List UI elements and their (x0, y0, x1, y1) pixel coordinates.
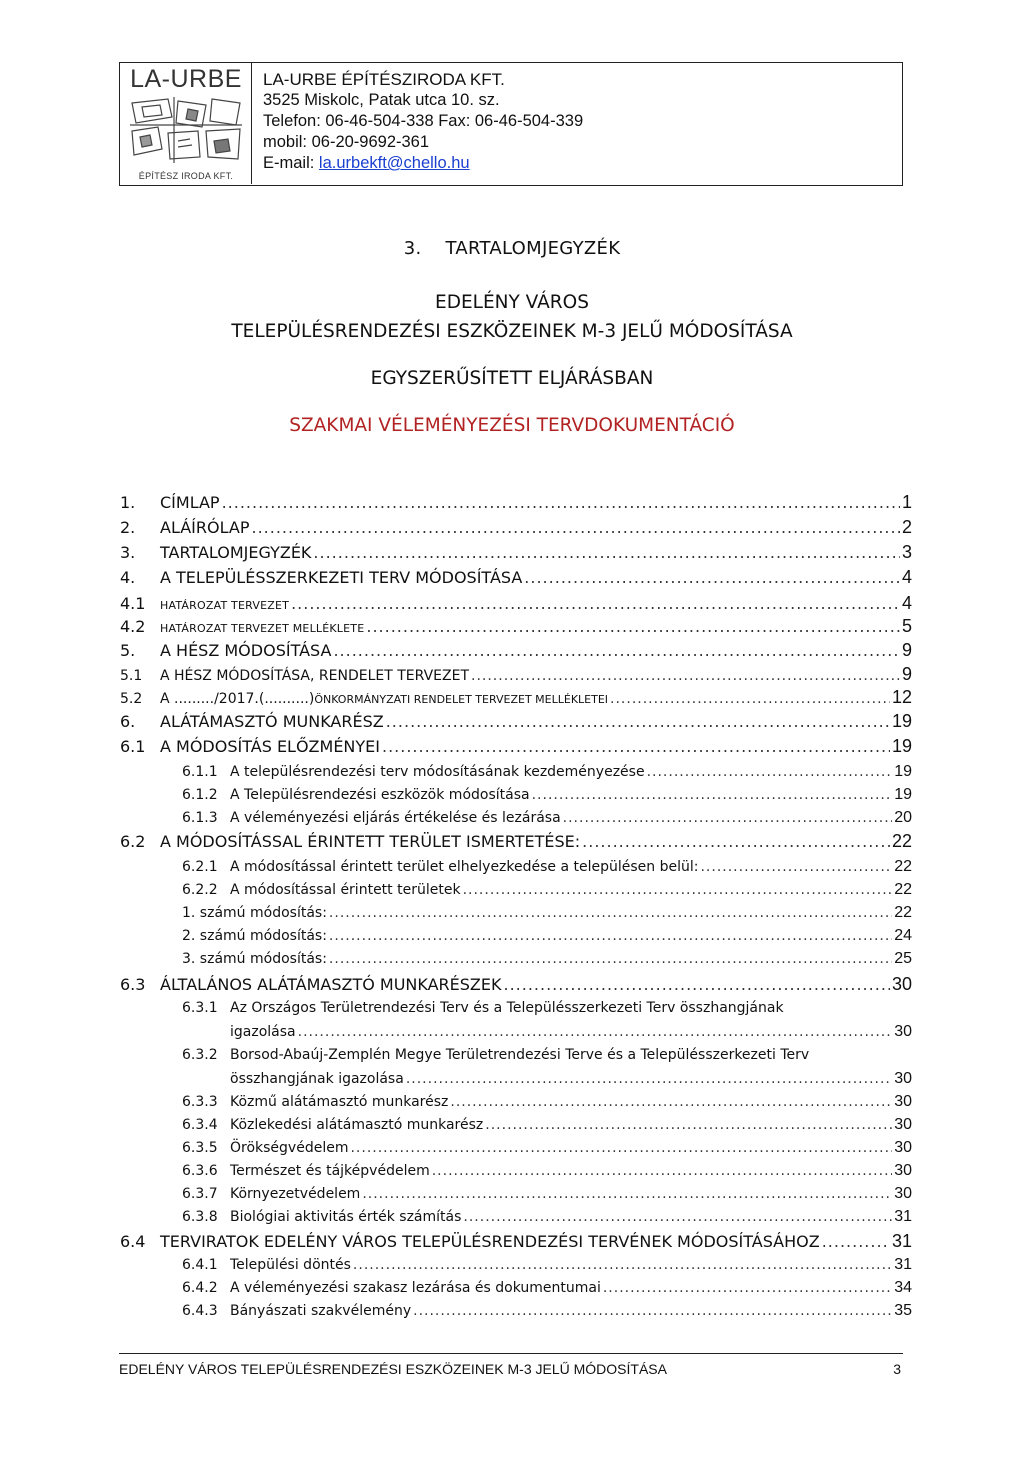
toc-page: 30 (894, 1023, 912, 1040)
main-title: TELEPÜLÉSRENDEZÉSI ESZKÖZEINEK M-3 JELŰ MÓDOSÍTÁSA (231, 321, 793, 342)
toc-leader (413, 1303, 892, 1319)
toc-entry[interactable] (120, 664, 912, 685)
toc-text: ÁLTALÁNOS ALÁTÁMASZTÓ MUNKARÉSZEK (160, 975, 502, 994)
toc-text: HATÁROZAT TERVEZET (160, 599, 290, 612)
toc-leader (298, 1024, 893, 1040)
toc-page: 31 (894, 1256, 912, 1273)
toc-number: 6.1 (120, 737, 146, 756)
company-address: 3525 Miskolc, Patak utca 10. sz. (263, 91, 500, 109)
toc-number: 6.1.3 (182, 810, 218, 826)
footer-page-number: 3 (893, 1361, 901, 1377)
toc-number: 6.3.6 (182, 1163, 218, 1179)
toc-number: 5.2 (120, 691, 143, 707)
toc-page: 9 (901, 664, 912, 684)
toc-leader (471, 668, 900, 684)
toc-leader (333, 641, 900, 660)
toc-leader (362, 1186, 892, 1202)
toc-text: TARTALOMJEGYZÉK (160, 543, 312, 562)
toc-number: 6.3.7 (182, 1186, 218, 1202)
toc-text: A ........./2017.(..........) (160, 691, 315, 707)
toc-number: 4. (120, 568, 136, 587)
toc-text: 3. számú módosítás: (182, 951, 327, 967)
document-type-title: SZAKMAI VÉLEMÉNYEZÉSI TERVDOKUMENTÁCIÓ (289, 415, 735, 436)
procedure-title: EGYSZERŰSÍTETT ELJÁRÁSBAN (370, 368, 654, 389)
toc-entry[interactable] (120, 904, 912, 922)
toc-leader (329, 905, 892, 921)
toc-text: ALÁÍRÓLAP (160, 518, 250, 537)
toc-leader (222, 493, 900, 512)
toc-page: 30 (894, 1093, 912, 1110)
toc-leader (353, 1257, 892, 1273)
toc-entry[interactable] (120, 492, 912, 513)
toc-text: A Településrendezési eszközök módosítása (230, 787, 530, 803)
toc-leader (291, 594, 900, 613)
toc-number: 5.1 (120, 668, 143, 684)
toc-leader (313, 543, 900, 562)
toc-page: 30 (894, 1162, 912, 1179)
toc-page: 22 (894, 904, 912, 921)
footer-title: EDELÉNY VÁROS TELEPÜLÉSRENDEZÉSI ESZKÖZEINEK M-3 JELŰ MÓDOSÍTÁSA (119, 1361, 667, 1377)
toc-page: 22 (891, 831, 912, 851)
toc-text: TERVIRATOK EDELÉNY VÁROS TELEPÜLÉSRENDEZÉSI TERVÉNEK MÓDOSÍTÁSÁHOZ (160, 1232, 820, 1251)
toc-leader (563, 810, 893, 826)
toc-number: 6.3 (120, 975, 146, 994)
toc-leader (524, 568, 900, 587)
toc-text: A módosítással érintett terület elhelyezkedése a településen belül: (230, 859, 699, 875)
toc-number: 6.3.4 (182, 1117, 218, 1133)
toc-entry[interactable] (120, 763, 912, 781)
toc-number: 6.2.2 (182, 882, 218, 898)
section-title: TARTALOMJEGYZÉK (445, 238, 621, 259)
toc-page: 34 (894, 1279, 912, 1296)
toc-entry[interactable] (120, 1116, 912, 1134)
toc-number: 1. (120, 493, 136, 512)
toc-leader (251, 518, 900, 537)
toc-page: 31 (891, 1231, 912, 1251)
toc-leader (610, 691, 890, 707)
toc-leader (350, 1140, 892, 1156)
toc-entry[interactable] (120, 616, 912, 637)
toc-text: Települési döntés (230, 1257, 351, 1273)
toc-entry-wrapped-first-line[interactable] (182, 1000, 912, 1016)
toc-text: A véleményezési szakasz lezárása és dokumentumai (230, 1280, 601, 1296)
toc-text: Az Országos Területrendezési Terv és a Településszerkezeti Terv összhangjának (230, 1000, 784, 1016)
toc-page: 24 (894, 927, 912, 944)
toc-leader (603, 1280, 892, 1296)
toc-number: 6.4.2 (182, 1280, 218, 1296)
toc-page: 3 (901, 542, 912, 562)
toc-text: Bányászati szakvélemény (230, 1303, 412, 1319)
logo-title: LA-URBE (130, 65, 242, 93)
toc-leader (485, 1117, 892, 1133)
toc-entry[interactable] (120, 1093, 912, 1111)
toc-entry[interactable] (120, 858, 912, 876)
toc-entry[interactable] (120, 1139, 912, 1157)
toc-entry[interactable] (120, 517, 912, 538)
toc-text: igazolása (230, 1024, 296, 1040)
toc-text: A HÉSZ MÓDOSÍTÁSA (160, 641, 332, 660)
toc-text: 2. számú módosítás: (182, 928, 327, 944)
toc-text: Biológiai aktivitás érték számítás (230, 1209, 462, 1225)
toc-leader (582, 832, 890, 851)
toc-number: 4.2 (120, 617, 146, 636)
company-mobile: mobil: 06-20-9692-361 (263, 133, 430, 151)
map-illustration-icon (128, 97, 244, 163)
toc-page: 19 (894, 763, 912, 780)
toc-entry-wrapped-first-line[interactable] (182, 1047, 912, 1063)
toc-page: 30 (891, 974, 912, 994)
toc-page: 30 (894, 1070, 912, 1087)
toc-leader (432, 1163, 892, 1179)
toc-leader (450, 1094, 892, 1110)
toc-page: 19 (891, 711, 912, 731)
toc-leader (647, 764, 893, 780)
toc-number: 6.4 (120, 1232, 146, 1251)
toc-entry[interactable] (120, 542, 912, 563)
toc-entry[interactable] (120, 950, 912, 968)
toc-entry-wrapped-second-line[interactable] (120, 1070, 912, 1088)
toc-leader (700, 859, 892, 875)
toc-page: 1 (901, 492, 912, 512)
toc-page: 2 (901, 517, 912, 537)
toc-text: ALÁTÁMASZTÓ MUNKARÉSZ (160, 712, 384, 731)
company-logo (120, 63, 252, 184)
toc-number: 6.3.1 (182, 1000, 218, 1016)
toc-page: 22 (894, 858, 912, 875)
company-contact-block (263, 69, 583, 174)
toc-text: Közlekedési alátámasztó munkarész (230, 1117, 484, 1133)
toc-page: 19 (891, 736, 912, 756)
toc-page: 30 (894, 1185, 912, 1202)
toc-leader (532, 787, 893, 803)
toc-number: 6.4.1 (182, 1257, 218, 1273)
toc-page: 30 (894, 1116, 912, 1133)
toc-entry-wrapped-second-line[interactable] (120, 1023, 912, 1041)
toc-entry[interactable] (120, 927, 912, 945)
toc-text: Közmű alátámasztó munkarész (230, 1094, 449, 1110)
toc-leader (329, 928, 892, 944)
toc-entry[interactable] (120, 1231, 912, 1252)
toc-entry[interactable] (120, 687, 912, 708)
toc-page: 22 (894, 881, 912, 898)
toc-text: CÍMLAP (160, 493, 220, 512)
toc-text: Környezetvédelem (230, 1186, 361, 1202)
toc-entry[interactable] (120, 736, 912, 757)
toc-entry[interactable] (120, 567, 912, 588)
toc-leader (463, 882, 893, 898)
toc-page: 31 (894, 1208, 912, 1225)
section-number: 3. (403, 238, 422, 259)
email-label: E-mail: (263, 154, 319, 172)
toc-page: 25 (894, 950, 912, 967)
toc-page: 9 (901, 640, 912, 660)
company-name: LA-URBE ÉPÍTÉSZIRODA KFT. (263, 70, 505, 89)
toc-text-smallcaps: ÖNKORMÁNYZATI RENDELET TERVEZET MELLÉKLETEI (314, 693, 609, 706)
toc-entry[interactable] (120, 1279, 912, 1297)
toc-number: 2. (120, 518, 136, 537)
section-heading (0, 238, 1024, 259)
toc-number: 6.2 (120, 832, 146, 851)
toc-text: Természet és tájképvédelem (230, 1163, 430, 1179)
toc-entry[interactable] (120, 881, 912, 899)
email-link[interactable]: la.urbekft@chello.hu (318, 154, 470, 172)
toc-leader (822, 1232, 890, 1251)
toc-leader (382, 737, 890, 756)
toc-leader (366, 617, 900, 636)
page-footer (119, 1361, 903, 1377)
toc-text: Borsod-Abaúj-Zemplén Megye Területrendezési Terve és a Településszerkezeti Terv (230, 1047, 810, 1063)
toc-number: 6.3.8 (182, 1209, 218, 1225)
toc-page: 5 (901, 616, 912, 636)
toc-page: 4 (901, 567, 912, 587)
company-email-line (263, 153, 583, 174)
toc-number: 3. (120, 543, 136, 562)
toc-text: A módosítással érintett területek (230, 882, 461, 898)
toc-entry[interactable] (120, 640, 912, 661)
toc-entry[interactable] (120, 1256, 912, 1274)
toc-number: 5. (120, 641, 136, 660)
toc-leader (503, 975, 889, 994)
toc-page: 4 (901, 593, 912, 613)
toc-leader (406, 1071, 892, 1087)
toc-text: összhangjának igazolása (230, 1071, 404, 1087)
toc-text: A véleményezési eljárás értékelése és lezárása (230, 810, 561, 826)
city-title: EDELÉNY VÁROS (435, 292, 589, 313)
toc-text: A HÉSZ MÓDOSÍTÁSA, RENDELET TERVEZET (160, 668, 469, 684)
toc-number: 6.3.3 (182, 1094, 218, 1110)
toc-number: 6.3.5 (182, 1140, 218, 1156)
toc-entry[interactable] (120, 1162, 912, 1180)
toc-number: 4.1 (120, 594, 146, 613)
toc-number: 6.1.2 (182, 787, 218, 803)
toc-entry[interactable] (120, 711, 912, 732)
toc-text: Örökségvédelem (230, 1140, 349, 1156)
toc-number: 6.1.1 (182, 764, 218, 780)
letterhead (119, 62, 903, 186)
toc-text: A MÓDOSÍTÁSSAL ÉRINTETT TERÜLET ISMERTETÉSE: (160, 832, 581, 851)
toc-page: 19 (894, 786, 912, 803)
toc-page: 30 (894, 1139, 912, 1156)
toc-entry[interactable] (120, 809, 912, 827)
toc-page: 12 (891, 687, 912, 707)
toc-entry[interactable] (120, 1185, 912, 1203)
toc-text: A településrendezési terv módosításának kezdeményezése (230, 764, 645, 780)
toc-page: 35 (894, 1302, 912, 1319)
toc-number: 6.3.2 (182, 1047, 218, 1063)
toc-number: 6.4.3 (182, 1303, 218, 1319)
toc-text: HATÁROZAT TERVEZET MELLÉKLETE (160, 622, 365, 635)
company-phone-fax: Telefon: 06-46-504-338 Fax: 06-46-504-339 (263, 112, 584, 130)
toc-leader (463, 1209, 892, 1225)
toc-number: 6. (120, 712, 136, 731)
footer-divider (119, 1353, 903, 1354)
toc-entry[interactable] (120, 1208, 912, 1226)
toc-text: A TELEPÜLÉSSZERKEZETI TERV MÓDOSÍTÁSA (160, 568, 523, 587)
toc-entry[interactable] (120, 1302, 912, 1320)
toc-leader (386, 712, 890, 731)
toc-text: A MÓDOSÍTÁS ELŐZMÉNYEI (160, 737, 380, 756)
toc-text: 1. számú módosítás: (182, 905, 327, 921)
toc-page: 20 (894, 809, 912, 826)
toc-entry[interactable] (120, 831, 912, 852)
toc-entry[interactable] (120, 786, 912, 804)
logo-subtitle: ÉPÍTÉSZ IRODA KFT. (138, 171, 234, 181)
toc-entry[interactable] (120, 593, 912, 614)
toc-leader (329, 951, 892, 967)
toc-number: 6.2.1 (182, 859, 218, 875)
toc-entry[interactable] (120, 974, 912, 995)
